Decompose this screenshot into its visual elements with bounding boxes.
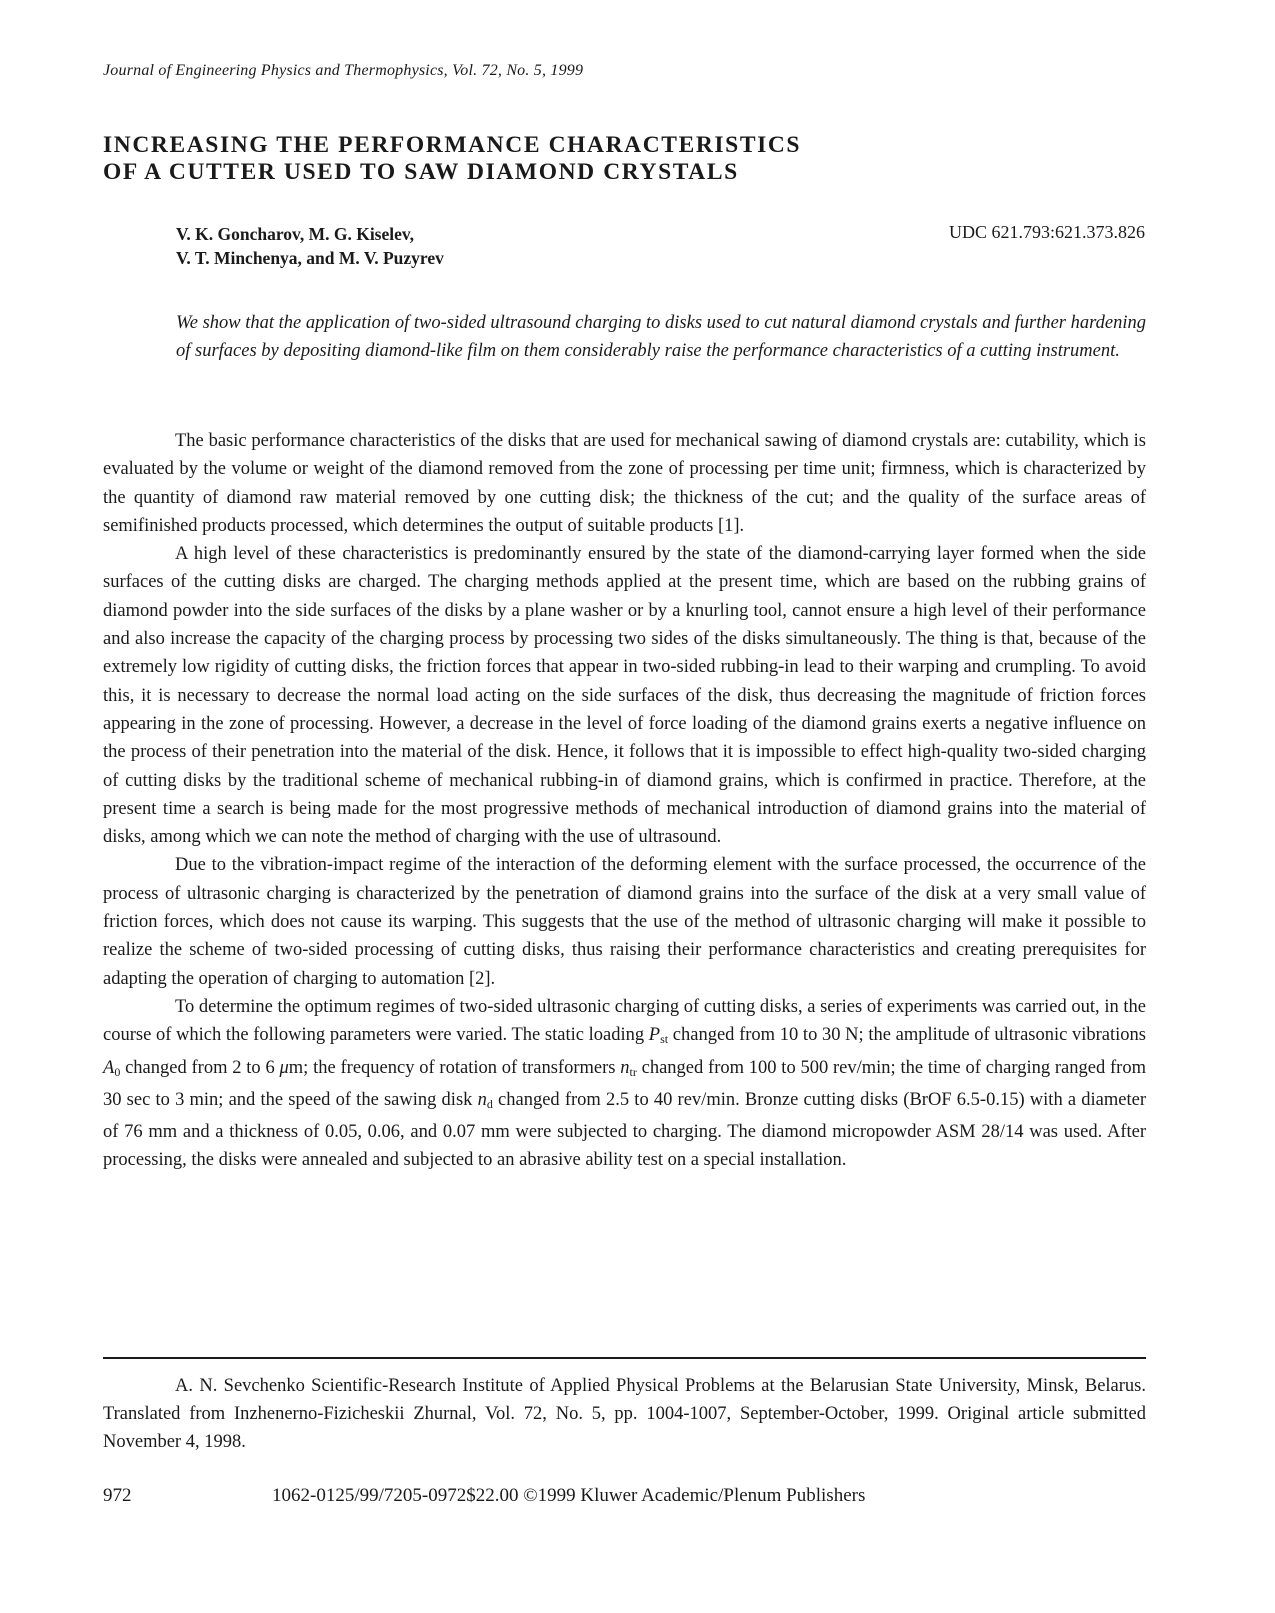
abstract: We show that the application of two-sided ultrasound charging to disks used to cut natural diamond crystals and further hardening of surfaces by depositing diamond-like film on them considerably raise the performance characteristics of a cutting instrument. xyxy=(176,313,1146,361)
copyright-line: 1062-0125/99/7205-0972$22.00 ©1999 Kluwer Academic/Plenum Publishers xyxy=(272,1485,866,1506)
subscript-tr: tr xyxy=(629,1064,637,1079)
body-paragraph-1: The basic performance characteristics of the disks that are used for mechanical sawing of diamond crystals are: cutability, which is evaluated by the volume or weight of the diamond removed from the zone of processing per time unit; firmness, which is characterized by the quantity of diamond raw material removed by one cutting disk; the thickness of the cut; and the quality of the surface areas of semifinished products processed, which determines the output of suitable products [1]. xyxy=(103,431,1146,536)
title-line-2: OF A CUTTER USED TO SAW DIAMOND CRYSTALS xyxy=(103,159,739,185)
symbol-P: P xyxy=(648,1025,661,1046)
footnote-divider xyxy=(103,1357,1146,1359)
authors-line-2: V. T. Minchenya, and M. V. Puzyrev xyxy=(176,248,444,268)
symbol-mu: μ xyxy=(279,1057,289,1078)
body-paragraph-4 xyxy=(103,993,1146,1175)
p4-text-6: changed from 2.5 to 40 rev/min. Bronze cutting disks (BrOF 6.5-0.15) with a diameter of 76 mm and a thickness of 0.05, 0.06, and 0.07 mm were subjected to charging. The diamond micropowder ASM 28/14 was used. After processing, the disks were annealed and subjected to an abrasive ability test on a special installation. xyxy=(103,1089,1146,1171)
p4-text-4: m; the frequency of rotation of transformers xyxy=(288,1057,621,1078)
body-paragraph-3: Due to the vibration-impact regime of the interaction of the deforming element with the surface processed, the occurrence of the process of ultrasonic charging is characterized by the penetration of diamond grains into the surface of the disk at a very small value of friction forces, which does not cause its warping. This suggests that the use of the method of ultrasonic charging will make it possible to realize the scheme of two-sided processing of cutting disks, thus raising their performance characteristics and creating prerequisites for adapting the operation of charging to automation [2]. xyxy=(103,855,1146,989)
subscript-st: st xyxy=(660,1032,669,1047)
symbol-n-tr: n xyxy=(620,1057,630,1078)
journal-citation: Journal of Engineering Physics and Thermophysics, Vol. 72, No. 5, 1999 xyxy=(103,62,584,79)
affiliation-footnote: A. N. Sevchenko Scientific-Research Institute of Applied Physical Problems at the Belarusian State University, Minsk, Belarus. Translated from Inzhenerno-Fizicheskii Zhurnal, Vol. 72, No. 5, pp. 1004-1007, September-October, 1999. Original article submitted November 4, 1998. xyxy=(103,1376,1146,1452)
p4-text-2: changed from 10 to 30 N; the amplitude of ultrasonic vibrations xyxy=(668,1025,1146,1046)
p4-text-1: To determine the optimum regimes of two-sided ultrasonic charging of cutting disks, a series of experiments was carried out, in the course of which the following parameters were varied. The static loading xyxy=(103,996,1146,1046)
author-list xyxy=(176,222,444,270)
p4-text-5: changed from 100 to 500 rev/min; the time of charging ranged from 30 sec to 3 min; and the speed of the sawing disk xyxy=(103,1057,1146,1110)
body-paragraph-2: A high level of these characteristics is predominantly ensured by the state of the diamond-carrying layer formed when the side surfaces of the cutting disks are charged. The charging methods applied at the present time, which are based on the rubbing grains of diamond powder into the side surfaces of the disks by a plane washer or by a knurling tool, cannot ensure a high level of their performance and also increase the capacity of the charging process by processing two sides of the disks simultaneously. The thing is that, because of the extremely low rigidity of cutting disks, the friction forces that appear in two-sided rubbing-in lead to their warping and crumpling. To avoid this, it is necessary to decrease the normal load acting on the side surfaces of the disk, thus decreasing the magnitude of friction forces appearing in the zone of processing. However, a decrease in the level of force loading of the diamond grains exerts a negative influence on the process of their penetration into the material of the disk. Hence, it follows that it is impossible to effect high-quality two-sided charging of cutting disks by the traditional scheme of mechanical rubbing-in of diamond grains, which is confirmed in practice. Therefore, at the present time a search is being made for the most progressive methods of mechanical introduction of diamond grains into the material of disks, among which we can note the method of charging with the use of ultrasound. xyxy=(103,544,1146,848)
udc-code: UDC 621.793:621.373.826 xyxy=(948,222,1145,242)
subscript-d: d xyxy=(486,1096,493,1111)
title-line-1: INCREASING THE PERFORMANCE CHARACTERISTICS xyxy=(103,132,802,158)
authors-line-1: V. K. Goncharov, M. G. Kiselev, xyxy=(176,224,415,244)
symbol-n-d: n xyxy=(477,1089,487,1110)
article-title xyxy=(103,132,1003,186)
page-number: 972 xyxy=(103,1485,132,1506)
symbol-A: A xyxy=(103,1057,115,1078)
article-body xyxy=(103,427,1146,1175)
subscript-0: 0 xyxy=(114,1064,121,1079)
p4-text-3: changed from 2 to 6 xyxy=(120,1057,280,1078)
